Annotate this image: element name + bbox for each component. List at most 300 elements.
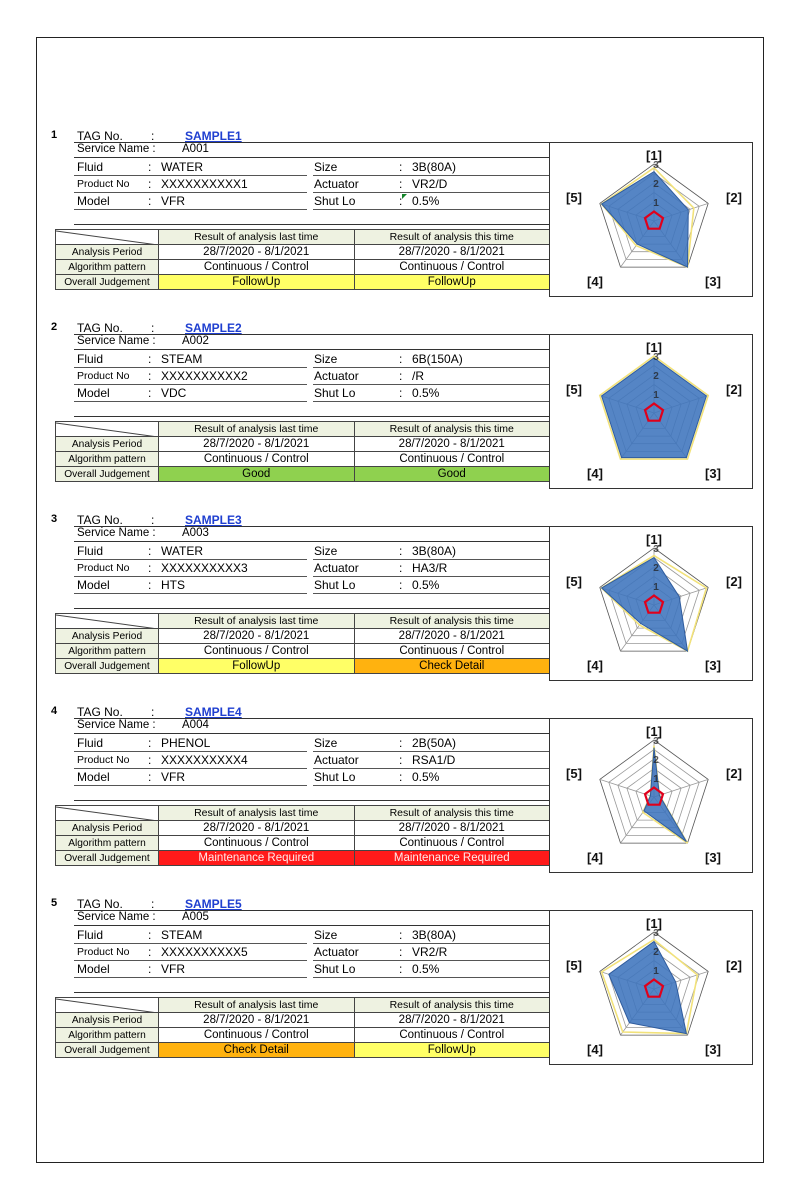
model-label: Model: [77, 770, 110, 784]
model-value: VFR: [161, 962, 185, 976]
last-time-header: Result of analysis last time: [159, 422, 355, 437]
overall-judgement-row: [56, 1043, 550, 1058]
this-time-header: Result of analysis this time: [354, 230, 550, 245]
diagonal-corner-cell: [56, 806, 159, 821]
fluid-label: Fluid: [77, 544, 104, 558]
model-label: Model: [77, 578, 110, 592]
sample-section: [37, 129, 765, 309]
radar-axis-label: [2]: [726, 766, 742, 781]
algorithm-pattern-label: Algorithm pattern: [56, 644, 159, 659]
actuator-value: VR2/D: [412, 177, 448, 191]
overall-judgement-row: [56, 275, 550, 290]
radar-tick-label: 1: [653, 390, 659, 401]
model-value: HTS: [161, 578, 185, 592]
product-no-label: Product No: [77, 946, 130, 958]
shut-lo-label: Shut Lo: [314, 962, 356, 976]
judgement-this-cell: Good: [354, 467, 550, 482]
radar-axis-label: [3]: [705, 850, 721, 865]
overall-judgement-row: [56, 467, 550, 482]
analysis-period-label: Analysis Period: [56, 821, 159, 836]
algo-last-cell: Continuous / Control: [159, 260, 355, 275]
tag-link[interactable]: SAMPLE3: [185, 513, 242, 527]
service-name-row: [74, 527, 549, 542]
overall-judgement-row: [56, 659, 550, 674]
shut-lo-value: 0.5%: [412, 962, 440, 976]
actuator-row: [313, 561, 549, 577]
shut-lo-sep: :: [399, 194, 403, 208]
judgement-this-cell: FollowUp: [354, 275, 550, 290]
service-name-value: A002: [182, 335, 209, 347]
radar-axis-label: [5]: [566, 574, 582, 589]
algorithm-pattern-label: Algorithm pattern: [56, 1028, 159, 1043]
analysis-table: [55, 997, 550, 1058]
algo-this-cell: Continuous / Control: [354, 836, 550, 851]
actuator-row: [313, 753, 549, 769]
tag-link[interactable]: SAMPLE2: [185, 321, 242, 335]
shut-lo-value: 0.5%: [412, 194, 440, 208]
fluid-value: PHENOL: [161, 736, 211, 750]
judgement-this-cell: Check Detail: [354, 659, 550, 674]
actuator-sep: :: [399, 177, 403, 191]
shut-lo-row: [313, 194, 549, 210]
radar-tick-label: 2: [653, 179, 659, 190]
service-name-label: Service Name :: [77, 527, 156, 539]
overall-judgement-label: Overall Judgement: [56, 467, 159, 482]
model-label: Model: [77, 194, 110, 208]
radar-chart-panel: [549, 718, 753, 873]
shut-lo-row: [313, 962, 549, 978]
radar-axis-label: [1]: [646, 916, 662, 931]
tag-no-label: TAG No.: [77, 321, 123, 335]
sample-section: [37, 513, 765, 693]
model-sep: :: [148, 194, 152, 208]
period-this-cell: 28/7/2020 - 8/1/2021: [354, 629, 550, 644]
section-number: 4: [51, 705, 58, 717]
size-label: Size: [314, 736, 338, 750]
fluid-sep: :: [148, 928, 152, 942]
radar-chart: [550, 527, 754, 682]
analysis-header-row: [56, 614, 550, 629]
fluid-row: [74, 928, 307, 944]
algo-last-cell: Continuous / Control: [159, 1028, 355, 1043]
algorithm-pattern-row: [56, 836, 550, 851]
overall-judgement-label: Overall Judgement: [56, 275, 159, 290]
radar-axis-label: [5]: [566, 382, 582, 397]
radar-reference-outline: [643, 746, 688, 843]
diagonal-line-icon: [56, 998, 158, 1013]
radar-axis-label: [1]: [646, 340, 662, 355]
judgement-last-cell: Check Detail: [159, 1043, 355, 1058]
fluid-value: WATER: [161, 544, 203, 558]
model-value: VFR: [161, 770, 185, 784]
actuator-label: Actuator: [314, 945, 359, 959]
period-this-cell: 28/7/2020 - 8/1/2021: [354, 437, 550, 452]
algo-this-cell: Continuous / Control: [354, 452, 550, 467]
last-time-header: Result of analysis last time: [159, 230, 355, 245]
fluid-value: WATER: [161, 160, 203, 174]
section-number: 2: [51, 321, 58, 333]
radar-tick-label: 1: [653, 774, 659, 785]
radar-axis-label: [4]: [587, 1042, 603, 1057]
shut-lo-sep: :: [399, 770, 403, 784]
shut-lo-row: [313, 770, 549, 786]
model-row: [74, 962, 307, 978]
size-sep: :: [399, 352, 403, 366]
overall-judgement-label: Overall Judgement: [56, 851, 159, 866]
service-name-row: [74, 143, 549, 158]
fluid-row: [74, 160, 307, 176]
service-name-label: Service Name :: [77, 719, 156, 731]
fluid-sep: :: [148, 160, 152, 174]
product-no-label: Product No: [77, 562, 130, 574]
analysis-table: [55, 421, 550, 482]
radar-tick-label: 1: [653, 198, 659, 209]
shut-lo-row: [313, 578, 549, 594]
fluid-row: [74, 544, 307, 560]
radar-value-area: [609, 942, 687, 1034]
size-row: [313, 160, 549, 176]
section-number: 1: [51, 129, 58, 141]
radar-tick-label: 3: [653, 544, 659, 555]
model-row: [74, 386, 307, 402]
algorithm-pattern-label: Algorithm pattern: [56, 836, 159, 851]
actuator-value: /R: [412, 369, 424, 383]
fluid-label: Fluid: [77, 928, 104, 942]
model-row: [74, 578, 307, 594]
product-no-row: [74, 945, 307, 961]
algorithm-pattern-row: [56, 644, 550, 659]
algorithm-pattern-row: [56, 260, 550, 275]
size-row: [313, 928, 549, 944]
fluid-sep: :: [148, 544, 152, 558]
overall-judgement-row: [56, 851, 550, 866]
judgement-last-cell: Good: [159, 467, 355, 482]
actuator-value: RSA1/D: [412, 753, 456, 767]
actuator-sep: :: [399, 369, 403, 383]
actuator-value: VR2/R: [412, 945, 448, 959]
radar-axis-label: [2]: [726, 382, 742, 397]
size-value: 2B(50A): [412, 736, 457, 750]
radar-chart-panel: [549, 526, 753, 681]
radar-axis-label: [4]: [587, 466, 603, 481]
fluid-label: Fluid: [77, 352, 104, 366]
model-sep: :: [148, 578, 152, 592]
analysis-period-label: Analysis Period: [56, 437, 159, 452]
period-last-cell: 28/7/2020 - 8/1/2021: [159, 1013, 355, 1028]
product-no-row: [74, 753, 307, 769]
algorithm-pattern-row: [56, 1028, 550, 1043]
radar-axis-label: [2]: [726, 958, 742, 973]
this-time-header: Result of analysis this time: [354, 614, 550, 629]
tag-separator: :: [151, 321, 155, 335]
service-name-value: A001: [182, 143, 209, 155]
service-name-value: A005: [182, 911, 209, 923]
judgement-last-cell: FollowUp: [159, 275, 355, 290]
size-label: Size: [314, 160, 338, 174]
tag-separator: :: [151, 897, 155, 911]
model-sep: :: [148, 386, 152, 400]
this-time-header: Result of analysis this time: [354, 806, 550, 821]
fluid-row: [74, 736, 307, 752]
diagonal-line-icon: [56, 614, 158, 629]
diagonal-line-icon: [56, 422, 158, 437]
tag-separator: :: [151, 129, 155, 143]
judgement-last-cell: FollowUp: [159, 659, 355, 674]
analysis-table: [55, 229, 550, 290]
actuator-row: [313, 369, 549, 385]
actuator-sep: :: [399, 753, 403, 767]
shut-lo-label: Shut Lo: [314, 386, 356, 400]
service-name-row: [74, 335, 549, 350]
radar-axis-label: [5]: [566, 958, 582, 973]
period-last-cell: 28/7/2020 - 8/1/2021: [159, 437, 355, 452]
actuator-row: [313, 177, 549, 193]
algo-this-cell: Continuous / Control: [354, 1028, 550, 1043]
shut-lo-label: Shut Lo: [314, 770, 356, 784]
radar-axis-label: [5]: [566, 766, 582, 781]
shut-lo-value: 0.5%: [412, 770, 440, 784]
algo-this-cell: Continuous / Control: [354, 644, 550, 659]
service-name-value: A004: [182, 719, 209, 731]
size-value: 3B(80A): [412, 160, 457, 174]
radar-axis-label: [5]: [566, 190, 582, 205]
radar-axis-label: [1]: [646, 724, 662, 739]
analysis-period-label: Analysis Period: [56, 1013, 159, 1028]
radar-tick-label: 1: [653, 966, 659, 977]
product-no-row: [74, 561, 307, 577]
diagonal-line-icon: [56, 806, 158, 821]
analysis-header-row: [56, 806, 550, 821]
tag-no-label: TAG No.: [77, 705, 123, 719]
product-no-label: Product No: [77, 370, 130, 382]
size-label: Size: [314, 544, 338, 558]
radar-chart: [550, 335, 754, 490]
overall-judgement-label: Overall Judgement: [56, 659, 159, 674]
radar-axis-label: [3]: [705, 1042, 721, 1057]
size-label: Size: [314, 928, 338, 942]
diagonal-line-icon: [56, 230, 158, 245]
actuator-label: Actuator: [314, 753, 359, 767]
tag-no-label: TAG No.: [77, 513, 123, 527]
diagonal-corner-cell: [56, 614, 159, 629]
radar-chart-panel: [549, 334, 753, 489]
product-no-row: [74, 177, 307, 193]
model-row: [74, 194, 307, 210]
product-no-value: XXXXXXXXXX1: [161, 177, 248, 191]
cell-comment-marker: [402, 194, 407, 199]
product-no-sep: :: [148, 945, 152, 959]
size-value: 6B(150A): [412, 352, 463, 366]
judgement-last-cell: Maintenance Required: [159, 851, 355, 866]
algo-last-cell: Continuous / Control: [159, 836, 355, 851]
analysis-header-row: [56, 998, 550, 1013]
this-time-header: Result of analysis this time: [354, 422, 550, 437]
analysis-header-row: [56, 230, 550, 245]
product-no-sep: :: [148, 369, 152, 383]
radar-axis-label: [2]: [726, 190, 742, 205]
shut-lo-sep: :: [399, 386, 403, 400]
fluid-label: Fluid: [77, 736, 104, 750]
analysis-period-row: [56, 629, 550, 644]
radar-axis-label: [1]: [646, 532, 662, 547]
actuator-label: Actuator: [314, 369, 359, 383]
tag-separator: :: [151, 513, 155, 527]
model-label: Model: [77, 386, 110, 400]
period-last-cell: 28/7/2020 - 8/1/2021: [159, 245, 355, 260]
analysis-period-row: [56, 245, 550, 260]
fluid-label: Fluid: [77, 160, 104, 174]
info-block: [74, 334, 549, 417]
fluid-row: [74, 352, 307, 368]
diagonal-corner-cell: [56, 422, 159, 437]
radar-tick-label: 3: [653, 736, 659, 747]
fluid-sep: :: [148, 352, 152, 366]
model-value: VDC: [161, 386, 187, 400]
product-no-sep: :: [148, 753, 152, 767]
radar-tick-label: 2: [653, 947, 659, 958]
report-page: [36, 37, 764, 1163]
algorithm-pattern-row: [56, 452, 550, 467]
product-no-value: XXXXXXXXXX2: [161, 369, 248, 383]
product-no-value: XXXXXXXXXX3: [161, 561, 248, 575]
actuator-sep: :: [399, 945, 403, 959]
size-sep: :: [399, 928, 403, 942]
this-time-header: Result of analysis this time: [354, 998, 550, 1013]
product-no-sep: :: [148, 561, 152, 575]
radar-chart: [550, 911, 754, 1066]
actuator-row: [313, 945, 549, 961]
fluid-sep: :: [148, 736, 152, 750]
radar-tick-label: 1: [653, 582, 659, 593]
product-no-value: XXXXXXXXXX5: [161, 945, 248, 959]
radar-tick-label: 2: [653, 371, 659, 382]
radar-axis-label: [4]: [587, 274, 603, 289]
radar-axis-label: [4]: [587, 658, 603, 673]
algo-last-cell: Continuous / Control: [159, 452, 355, 467]
radar-tick-label: 2: [653, 563, 659, 574]
radar-chart: [550, 143, 754, 298]
judgement-this-cell: Maintenance Required: [354, 851, 550, 866]
section-number: 5: [51, 897, 58, 909]
service-name-row: [74, 719, 549, 734]
size-row: [313, 544, 549, 560]
actuator-sep: :: [399, 561, 403, 575]
product-no-label: Product No: [77, 178, 130, 190]
analysis-period-row: [56, 437, 550, 452]
analysis-table: [55, 805, 550, 866]
model-label: Model: [77, 962, 110, 976]
size-row: [313, 736, 549, 752]
analysis-period-row: [56, 1013, 550, 1028]
info-block: [74, 526, 549, 609]
size-sep: :: [399, 736, 403, 750]
overall-judgement-label: Overall Judgement: [56, 1043, 159, 1058]
service-name-label: Service Name :: [77, 143, 156, 155]
shut-lo-value: 0.5%: [412, 578, 440, 592]
model-value: VFR: [161, 194, 185, 208]
size-label: Size: [314, 352, 338, 366]
radar-tick-label: 2: [653, 755, 659, 766]
period-last-cell: 28/7/2020 - 8/1/2021: [159, 629, 355, 644]
sample-section: [37, 705, 765, 885]
period-this-cell: 28/7/2020 - 8/1/2021: [354, 821, 550, 836]
size-value: 3B(80A): [412, 928, 457, 942]
tag-link[interactable]: SAMPLE5: [185, 897, 242, 911]
algo-last-cell: Continuous / Control: [159, 644, 355, 659]
radar-axis-label: [4]: [587, 850, 603, 865]
actuator-label: Actuator: [314, 561, 359, 575]
radar-chart-panel: [549, 910, 753, 1065]
algorithm-pattern-label: Algorithm pattern: [56, 452, 159, 467]
sample-section: [37, 897, 765, 1077]
tag-link[interactable]: SAMPLE4: [185, 705, 242, 719]
radar-axis-label: [1]: [646, 148, 662, 163]
radar-axis-label: [3]: [705, 274, 721, 289]
tag-link[interactable]: SAMPLE1: [185, 129, 242, 143]
info-block: [74, 718, 549, 801]
last-time-header: Result of analysis last time: [159, 806, 355, 821]
analysis-period-row: [56, 821, 550, 836]
last-time-header: Result of analysis last time: [159, 998, 355, 1013]
tag-no-label: TAG No.: [77, 897, 123, 911]
shut-lo-label: Shut Lo: [314, 578, 356, 592]
analysis-header-row: [56, 422, 550, 437]
section-number: 3: [51, 513, 58, 525]
shut-lo-label: Shut Lo: [314, 194, 356, 208]
fluid-value: STEAM: [161, 352, 203, 366]
radar-tick-label: 3: [653, 352, 659, 363]
algorithm-pattern-label: Algorithm pattern: [56, 260, 159, 275]
size-value: 3B(80A): [412, 544, 457, 558]
service-name-value: A003: [182, 527, 209, 539]
product-no-label: Product No: [77, 754, 130, 766]
radar-chart: [550, 719, 754, 874]
fluid-value: STEAM: [161, 928, 203, 942]
shut-lo-row: [313, 386, 549, 402]
radar-chart-panel: [549, 142, 753, 297]
diagonal-corner-cell: [56, 230, 159, 245]
service-name-row: [74, 911, 549, 926]
tag-no-label: TAG No.: [77, 129, 123, 143]
service-name-label: Service Name :: [77, 911, 156, 923]
model-sep: :: [148, 770, 152, 784]
radar-tick-label: 3: [653, 928, 659, 939]
shut-lo-sep: :: [399, 962, 403, 976]
judgement-this-cell: FollowUp: [354, 1043, 550, 1058]
service-name-label: Service Name :: [77, 335, 156, 347]
tag-separator: :: [151, 705, 155, 719]
period-last-cell: 28/7/2020 - 8/1/2021: [159, 821, 355, 836]
analysis-table: [55, 613, 550, 674]
radar-axis-label: [2]: [726, 574, 742, 589]
actuator-value: HA3/R: [412, 561, 448, 575]
period-this-cell: 28/7/2020 - 8/1/2021: [354, 1013, 550, 1028]
product-no-row: [74, 369, 307, 385]
product-no-sep: :: [148, 177, 152, 191]
analysis-period-label: Analysis Period: [56, 629, 159, 644]
model-sep: :: [148, 962, 152, 976]
radar-value-area: [602, 558, 688, 652]
shut-lo-sep: :: [399, 578, 403, 592]
last-time-header: Result of analysis last time: [159, 614, 355, 629]
radar-axis-label: [3]: [705, 658, 721, 673]
info-block: [74, 910, 549, 993]
diagonal-corner-cell: [56, 998, 159, 1013]
radar-tick-label: 3: [653, 160, 659, 171]
period-this-cell: 28/7/2020 - 8/1/2021: [354, 245, 550, 260]
size-sep: :: [399, 544, 403, 558]
radar-axis-label: [3]: [705, 466, 721, 481]
